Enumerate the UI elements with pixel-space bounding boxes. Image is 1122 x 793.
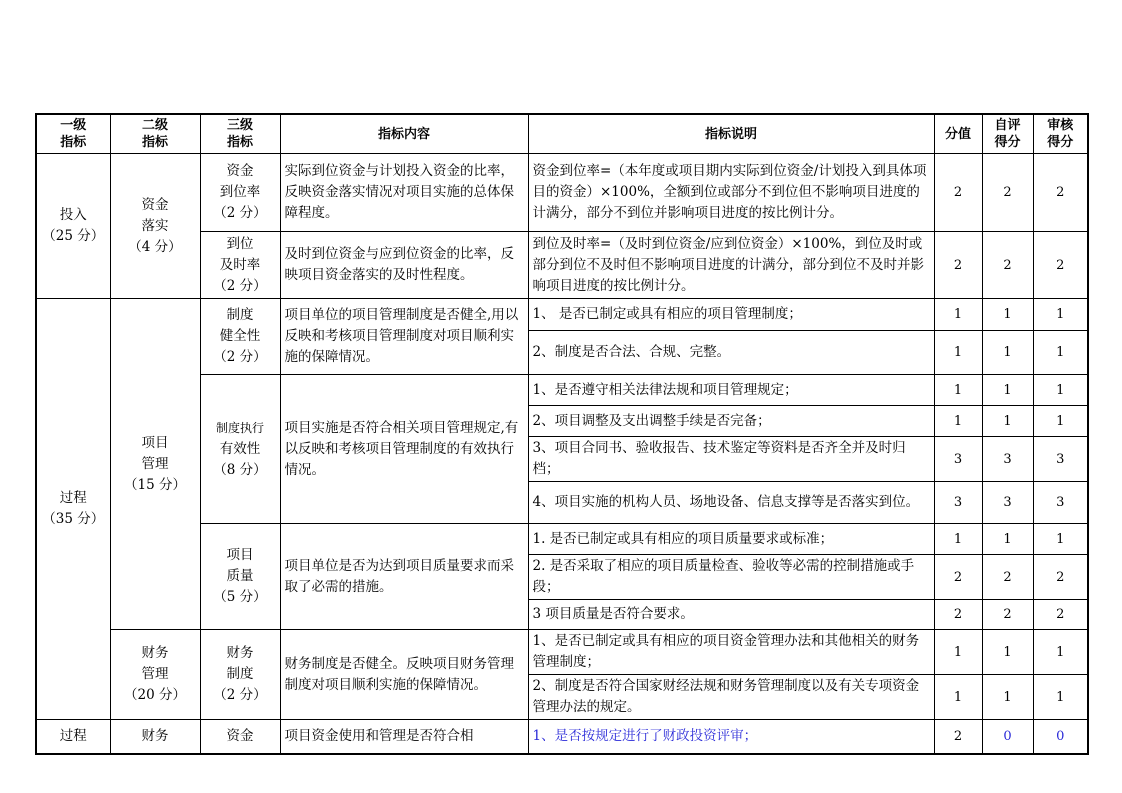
self-score-cell: 1	[982, 675, 1033, 720]
content-cell: 项目单位的项目管理制度是否健全,用以反映和考核项目管理制度对项目顺利实施的保障情况。	[280, 299, 528, 375]
content-cell: 项目实施是否符合相关项目管理规定,有以反映和考核项目管理制度的有效执行情况。	[280, 375, 528, 524]
audit-score-cell: 2	[1033, 232, 1088, 299]
audit-score-cell: 0	[1033, 720, 1088, 754]
score-cell: 1	[934, 406, 982, 437]
audit-score-cell: 1	[1033, 630, 1088, 675]
explain-cell: 2、项目调整及支出调整手续是否完备；	[528, 406, 934, 437]
header-audit-score: 审核 得分	[1033, 114, 1088, 154]
self-score-cell: 3	[982, 437, 1033, 482]
self-score-cell: 2	[982, 600, 1033, 630]
explain-cell: 资金到位率=（本年度或项目期内实际到位资金/计划投入到具体项目的资金）×100%，全额到位或部分不到位但不影响项目进度的计满分，部分不到位并影响项目进度的按比例计分。	[528, 154, 934, 232]
self-score-cell: 1	[982, 406, 1033, 437]
level3-cell: 财务 制度 （2 分）	[200, 630, 280, 720]
header-row	[36, 114, 1088, 154]
level2-project-mgmt: 项目 管理 （15 分）	[110, 299, 200, 630]
level2-funding: 资金 落实 （4 分）	[110, 154, 200, 299]
self-score-cell: 1	[982, 375, 1033, 406]
level1-input: 投入 （25 分）	[36, 154, 110, 299]
score-cell: 2	[934, 555, 982, 600]
level3-cell	[200, 375, 280, 524]
self-score-cell: 1	[982, 524, 1033, 555]
content-cell: 及时到位资金与应到位资金的比率，反映项目资金落实的及时性程度。	[280, 232, 528, 299]
level3-cell: 到位 及时率 （2 分）	[200, 232, 280, 299]
level3-cell: 资金 到位率 （2 分）	[200, 154, 280, 232]
audit-score-cell: 3	[1033, 437, 1088, 482]
score-cell: 2	[934, 232, 982, 299]
level1-process: 过程 （35 分）	[36, 299, 110, 720]
self-score-cell: 1	[982, 630, 1033, 675]
score-cell: 3	[934, 437, 982, 482]
explain-cell: 4、项目实施的机构人员、场地设备、信息支撑等是否落实到位。	[528, 482, 934, 524]
self-score-cell: 1	[982, 331, 1033, 375]
explain-cell: 1、 是否已制定或具有相应的项目管理制度；	[528, 299, 934, 331]
score-cell: 1	[934, 630, 982, 675]
score-cell: 2	[934, 720, 982, 754]
level3-cell: 资金	[200, 720, 280, 754]
self-score-cell: 0	[982, 720, 1033, 754]
audit-score-cell: 1	[1033, 675, 1088, 720]
audit-score-cell: 1	[1033, 299, 1088, 331]
level1-cell: 过程	[36, 720, 110, 754]
level3-cell: 制度 健全性 （2 分）	[200, 299, 280, 375]
header-self-score: 自评 得分	[982, 114, 1033, 154]
explain-cell: 3 项目质量是否符合要求。	[528, 600, 934, 630]
score-cell: 1	[934, 675, 982, 720]
audit-score-cell: 1	[1033, 375, 1088, 406]
score-cell: 1	[934, 524, 982, 555]
audit-score-cell: 1	[1033, 524, 1088, 555]
self-score-cell: 2	[982, 232, 1033, 299]
score-cell: 2	[934, 600, 982, 630]
level2-finance-mgmt: 财务 管理 （20 分）	[110, 630, 200, 720]
header-level1: 一级 指标	[36, 114, 110, 154]
audit-score-cell: 2	[1033, 600, 1088, 630]
explain-cell: 到位及时率=（及时到位资金/应到位资金）×100%，到位及时或部分到位不及时但不影响项目进度的计满分，部分到位不及时并影响项目进度的按比例计分。	[528, 232, 934, 299]
content-cell: 财务制度是否健全。反映项目财务管理制度对项目顺利实施的保障情况。	[280, 630, 528, 720]
audit-score-cell: 1	[1033, 331, 1088, 375]
table-row	[36, 630, 1088, 675]
explain-cell: 1、是否已制定或具有相应的项目资金管理办法和其他相关的财务管理制度；	[528, 630, 934, 675]
content-cell: 项目资金使用和管理是否符合相	[280, 720, 528, 754]
explain-cell: 2、制度是否合法、合规、完整。	[528, 331, 934, 375]
table-row	[36, 154, 1088, 232]
table-row	[36, 299, 1088, 331]
explain-cell: 1、是否遵守相关法律法规和项目管理规定；	[528, 375, 934, 406]
self-score-cell: 2	[982, 154, 1033, 232]
performance-indicator-table	[35, 113, 1089, 755]
content-cell: 实际到位资金与计划投入资金的比率，反映资金落实情况对项目实施的总体保障程度。	[280, 154, 528, 232]
content-cell: 项目单位是否为达到项目质量要求而采取了必需的措施。	[280, 524, 528, 630]
header-level3: 三级 指标	[200, 114, 280, 154]
audit-score-cell: 2	[1033, 555, 1088, 600]
header-level2: 二级 指标	[110, 114, 200, 154]
explain-cell: 1. 是否已制定或具有相应的项目质量要求或标准；	[528, 524, 934, 555]
audit-score-cell: 3	[1033, 482, 1088, 524]
header-explain: 指标说明	[528, 114, 934, 154]
explain-cell: 3、项目合同书、验收报告、技术鉴定等资料是否齐全并及时归档；	[528, 437, 934, 482]
self-score-cell: 1	[982, 299, 1033, 331]
explain-cell: 2、制度是否符合国家财经法规和财务管理制度以及有关专项资金管理办法的规定。	[528, 675, 934, 720]
table-row	[36, 720, 1088, 754]
level3-cell: 项目 质量 （5 分）	[200, 524, 280, 630]
explain-cell: 1、是否按规定进行了财政投资评审；	[528, 720, 934, 754]
header-content: 指标内容	[280, 114, 528, 154]
score-cell: 1	[934, 331, 982, 375]
self-score-cell: 2	[982, 555, 1033, 600]
header-score: 分值	[934, 114, 982, 154]
level2-cell: 财务	[110, 720, 200, 754]
score-cell: 1	[934, 375, 982, 406]
audit-score-cell: 2	[1033, 154, 1088, 232]
score-cell: 2	[934, 154, 982, 232]
self-score-cell: 3	[982, 482, 1033, 524]
level3-label: 有效性 （8 分）	[213, 440, 267, 478]
evaluation-table-sheet	[35, 113, 1087, 755]
score-cell: 1	[934, 299, 982, 331]
explain-cell: 2. 是否采取了相应的项目质量检查、验收等必需的控制措施或手段；	[528, 555, 934, 600]
level3-small-label: 制度执行	[215, 420, 264, 435]
score-cell: 3	[934, 482, 982, 524]
audit-score-cell: 1	[1033, 406, 1088, 437]
